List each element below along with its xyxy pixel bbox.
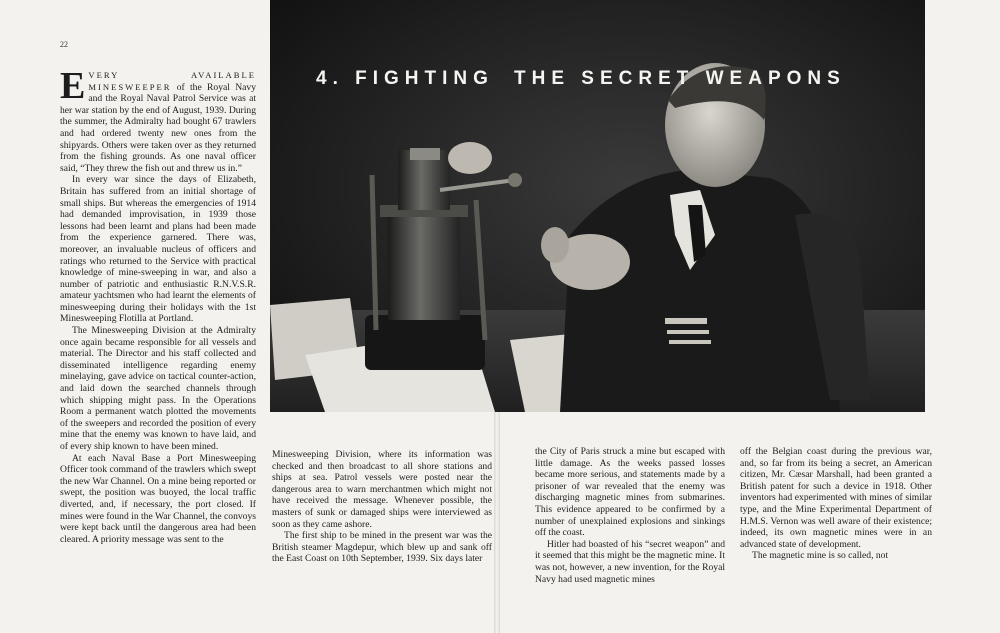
paragraph-2: In every war since the days of Elizabeth, Britain has suffered from an initial shortage of small ships. But whereas the emergencies of 1914 had demanded improvisation, in 1939 those lessons had been learnt and plans had been made from the experience garnered. There was, moreover, an invaluable nucleus of officers and ratings who returned to the Service with practical knowledge of mine-sweeping in war, and also a number of patriotic and enthusiastic R.N.V.S.R. amateur yachtsmen who had learnt the elements of minesweeping during their holidays with the 1st Minesweeping Flotilla at Portland. [60,174,256,325]
drop-cap: E [60,65,86,107]
text-column-4 [740,446,932,562]
text-column-3 [535,446,725,585]
text-column-1 [60,65,256,545]
paragraph-5: Minesweeping Division, where its information was checked and then broadcast to all shore stations and ships at sea. Patrol vessels were posted near the dangerous area to warn merchantmen which might not have received the message. Whenever possible, the masters of sunk or damaged ships were interviewed as soon as they came ashore. [272,449,492,530]
paragraph-9: off the Belgian coast during the previous war, and, so far from its being a secret, an American citizen, Mr. Cæsar Marshall, had been granted a British patent for such a device in 1918. Other inventors had experimented with mines of similar type, and the Mine Experimental Department of H.M.S. Vernon was well aware of their existence; indeed, its own magnetic mines were in an advanced state of development. [740,446,932,550]
heading-left: 4. FIGHTING [316,68,494,89]
paragraph-1-text: of the Royal Navy and the Royal Naval Patrol Service was at her war station by the end of August, 1939. During the summer, the Admiralty had bought 67 trawlers and had ordered twenty new ones from the shipyards. Others were taken over as they returned from the fishing grounds. As one naval officer said, “They threw the fish out and threw us in.” [60,81,256,174]
heading-right: THE SECRET WEAPONS [514,68,846,89]
paragraph-3: The Minesweeping Division at the Admiralty once again became responsible for all vessels and material. The Director and his staff collected and disseminated intelligence regarding enemy minelaying, gave advice on tactical counter-action, and laid down the searched channels through which shipping might pass. In the Operations Room a permanent watch plotted the movements of the sweepers and recorded the position of every mine that the enemy was known to have laid, and of every ship known to have been mined. [60,325,256,452]
paragraph-6: The first ship to be mined in the present war was the British steamer Magdepur, which blew up and sank off the East Coast on 10th September, 1939. Six days later [272,530,492,565]
paragraph-7: the City of Paris struck a mine but escaped with little damage. As the weeks passed losses became more serious, and statements made by a prisoner of war revealed that the enemy was discharging magnetic mines from submarines. This evidence appeared to be confirmed by a number of unexplained explosions and sinkings off the coast. [535,446,725,539]
paragraph-4: At each Naval Base a Port Minesweeping Officer took command of the trawlers which swept the new War Channel. On a mine being reported or swept, the position was buoyed, the local traffic diverted, and, if necessary, the port closed. If mines were found in the War Channel, the convoys were kept back until the dangerous area had been cleared. A priority message was sent to the [60,452,256,545]
photo-illustration [270,0,925,412]
page-number: 22 [60,40,68,49]
photograph [270,0,925,412]
paragraph-10: The magnetic mine is so called, not [752,550,889,562]
paragraph-8: Hitler had boasted of his “secret weapon” and it seemed that this might be the magnetic mine. It was not, however, a new invention, for the Royal Navy had used magnetic mines [535,538,725,585]
paragraph-1 [60,65,256,174]
lead-in-caps: VERY AVAILABLE MINESWEEPER [88,70,256,92]
text-column-2 [272,449,492,565]
